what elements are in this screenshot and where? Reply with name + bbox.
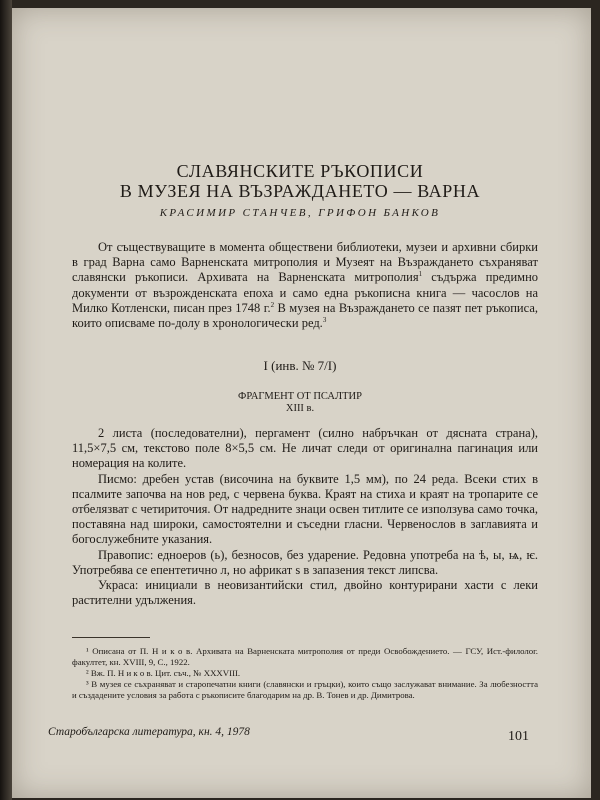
paragraph-orthography: Правопис: едноеров (ь), безносов, без ударение. Редовна употреба на ѣ, ы, ѩ, ѥ. Употребява се епентетично л, но африкат ѕ в запазения текст липсва. [72,547,538,577]
intro-paragraph [72,240,538,331]
paragraph-script: Писмо: дребен устав (височина на буквите 1,5 мм), по 24 реда. Всеки стих в псалмите започва на нов ред, с червена буква. Краят на стиха и краят на тропарите се отбелязват с четириточия. От надредните знаци освен титлите се използува само точка, поставяна над широки, самостоятелни и съседни гласни. Червенослов в заглавията и богослужебните указания. [72,471,538,547]
article-authors: КРАСИМИР СТАНЧЕВ, ГРИФОН БАНКОВ [159,207,441,219]
intro-text-a: От съществуващите в момента обществени библиотеки, музеи и архивни сбирки в град Варна само Варненската митрополия и Музеят на Възраждането съхраняват славянски ръкописи. Архивата на Варненската митрополия [72,240,538,285]
paragraph-decoration: Украса: инициали в неовизантийски стил, двойно контурирани хасти с леки растителни удължения. [72,578,538,608]
footnote-2: ² Вж. П. Н и к о в. Цит. съч., № XXXVIII. [86,668,241,678]
article-title-line-2: В МУЗЕЯ НА ВЪЗРАЖДАНЕТО — ВАРНА [119,181,481,201]
footnote-ref-3: 3 [322,315,327,324]
section-century: XIII в. [285,403,315,414]
intro-text-c: В музея на Възраждането се пазят пет ръкописа, които описваме по-долу в хронологически ред. [72,300,538,331]
footnote-ref-1: 1 [418,270,423,279]
footnote-ref-2: 2 [270,300,275,309]
footnote-separator [72,637,150,638]
intro-text-b: съдържа предимно документи от възрожденската епоха и само една ръкописна книга — часослов на Милко Котленски, писан през 1748 г. [72,270,539,315]
body-text [72,426,538,608]
article-title-line-1: СЛАВЯНСКИТЕ РЪКОПИСИ [176,161,424,181]
paragraph-description: 2 листа (последователни), пергамент (силно набръчкан от дясната страна), 11,5×7,5 см, текстово поле 8×5,5 см. Не личат следи от оригинална пагинация или номерация на колите. [72,426,538,471]
footnote-1: ¹ Описана от П. Н и к о в. Архивата на Варненската митрополия от преди Освобождението. — ГСУ, Ист.-филолог. факултет, кн. XVIII, 9, С., 1922. [72,646,538,667]
section-heading: I (инв. № 7/I) [263,358,337,373]
footnotes [72,646,538,701]
footnote-3: ³ В музея се съхраняват и старопечатни книги (славянски и гръцки), които също заслужават внимание. За любезността и създадените условия за работа с ръкописите благодарим на др. В. Тонев и др. Димитрова. [72,679,538,700]
page-number: 101 [508,729,529,744]
journal-citation: Старобългарска литература, кн. 4, 1978 [48,726,250,738]
section-subheading: ФРАГМЕНТ ОТ ПСАЛТИР [238,391,362,402]
